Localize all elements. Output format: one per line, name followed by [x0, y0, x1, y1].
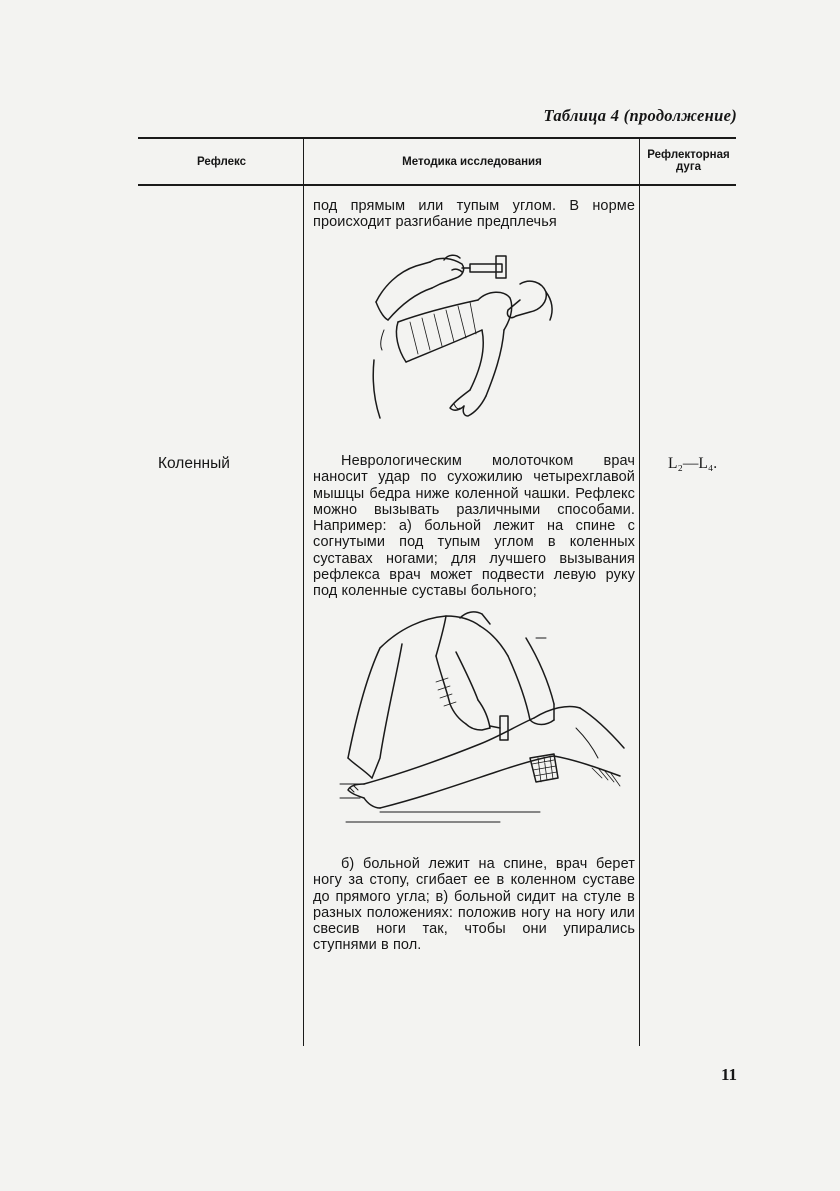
- table-caption: Таблица 4 (продолжение): [543, 106, 737, 125]
- header-arc: [641, 149, 736, 173]
- header-arc-line2: дуга: [675, 161, 702, 173]
- method-text-part1: Неврологическим молоточком врач наносит удар по сухожилию четырехглавой мышцы бедра ниже коленной чашки. Рефлекс можно вызывать различными способами. Например: а) больной лежит на спине с согнутыми под тупым углом в коленных суставах ногами; для лучшего вызывания рефлекса врач может подвести левую руку под коленные суставы больного;: [313, 453, 635, 600]
- knee-reflex-illustration: [340, 608, 630, 830]
- header-reflex: Рефлекс: [196, 156, 247, 168]
- reflex-arc-value: L₂—L₄.: [668, 455, 718, 472]
- reflex-name-knee: Коленный: [158, 455, 230, 472]
- header-method: Методика исследования: [402, 156, 542, 168]
- triceps-reflex-illustration: [370, 250, 560, 420]
- header-arc-line1: Рефлекторная: [647, 149, 730, 161]
- column-divider-2: [639, 138, 640, 1046]
- table-header-rule: [138, 184, 736, 186]
- table-top-rule: [138, 137, 736, 139]
- page-number: 11: [720, 1065, 737, 1084]
- continued-method-text: под прямым или тупым углом. В норме происходит разгибание предплечья: [313, 198, 635, 231]
- method-text-part2: б) больной лежит на спине, врач берет ногу за стопу, сгибает ее в коленном суставе до прямого угла; в) больной сидит на стуле в разных положениях: положив ногу на ногу или свесив ноги так, чтобы они упирались ступнями в пол.: [313, 856, 635, 954]
- column-divider-1: [303, 138, 304, 1046]
